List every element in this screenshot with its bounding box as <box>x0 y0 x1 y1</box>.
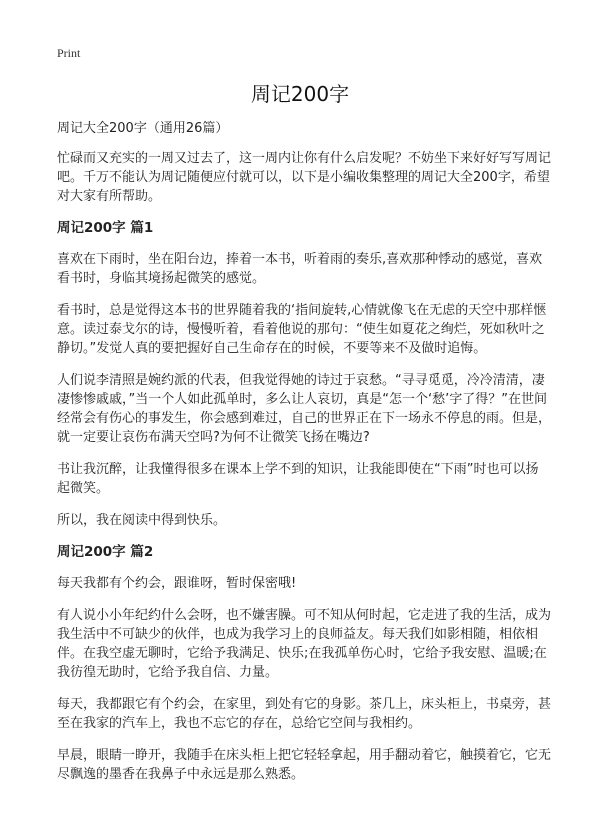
article-subtitle: 周记大全200字（通用26篇） <box>57 121 229 136</box>
page-title: 周记200字 <box>250 82 350 106</box>
paragraph: 喜欢在下雨时，坐在阳台边，捧着一本书，听着雨的奏乐,喜欢那种悸动的感觉，喜欢看书时，身临其境扬起微笑的感觉。 <box>57 252 543 286</box>
paragraph: 看书时，总是觉得这本书的世界随着我的‘指间旋转,心情就像飞在无虑的天空中那样惬意。读过泰戈尔的诗，慢慢听着，看着他说的那句：“使生如夏花之绚烂，死如秋叶之静切。”发觉人真的要把握好自己生命存在的时候，不要等来不及做时追悔。 <box>57 303 547 356</box>
section-2 <box>57 543 551 784</box>
paragraph: 每天，我都跟它有个约会，在家里，到处有它的身影。茶几上，床头柜上，书桌旁，甚至在我家的汽车上，我也不忘它的存在，总给它空间与我相约。 <box>57 697 552 731</box>
paragraph: 人们说李清照是婉约派的代表，但我觉得她的诗过于哀愁。“寻寻觅觅，冷冷清清，凄凄惨惨戚戚，”当一个人如此孤单时，多么让人哀切，真是“怎一个‘愁’字了得？”在世间经常会有伤心的事发生，你会感到难过，自己的世界正在下一场永不停息的雨。但是，就一定要让哀伤布满天空吗?为何不让微笑飞扬在嘴边? <box>57 373 552 445</box>
section-1 <box>57 219 551 530</box>
paragraph: 有人说小小年纪约什么会呀，也不嫌害臊。可不知从何时起，它走进了我的生活，成为我生活中不可缺少的伙伴，也成为我学习上的良师益友。每天我们如影相随，相依相伴。在我空虚无聊时，它给予我满足、快乐;在我孤单伤心时，它给予我安慰、温暖;在我彷徨无助时，它给予我自信、力量。 <box>57 608 552 680</box>
paragraph: 书让我沉醉，让我懂得很多在课本上学不到的知识，让我能即使在“下雨”时也可以扬起微笑。 <box>57 462 539 496</box>
section-heading: 周记200字 篇1 <box>57 220 154 236</box>
section-heading: 周记200字 篇2 <box>57 544 154 560</box>
intro-paragraph: 忙碌而又充实的一周又过去了，这一周内让你有什么启发呢？不妨坐下来好好写写周记吧。千万不能认为周记随便应付就可以，以下是小编收集整理的周记大全200字，希望对大家有所帮助。 <box>57 151 552 204</box>
paragraph: 所以，我在阅读中得到快乐。 <box>57 513 227 528</box>
print-link[interactable]: Print <box>57 46 81 60</box>
article-body <box>57 120 551 797</box>
paragraph: 早晨，眼睛一睁开，我随手在床头柜上把它轻轻拿起，用手翻动着它，触摸着它，它无尽飘逸的墨香在我鼻子中永远是那么熟悉。 <box>57 748 552 782</box>
paragraph: 每天我都有个约会，跟谁呀，暂时保密哦! <box>57 576 297 591</box>
